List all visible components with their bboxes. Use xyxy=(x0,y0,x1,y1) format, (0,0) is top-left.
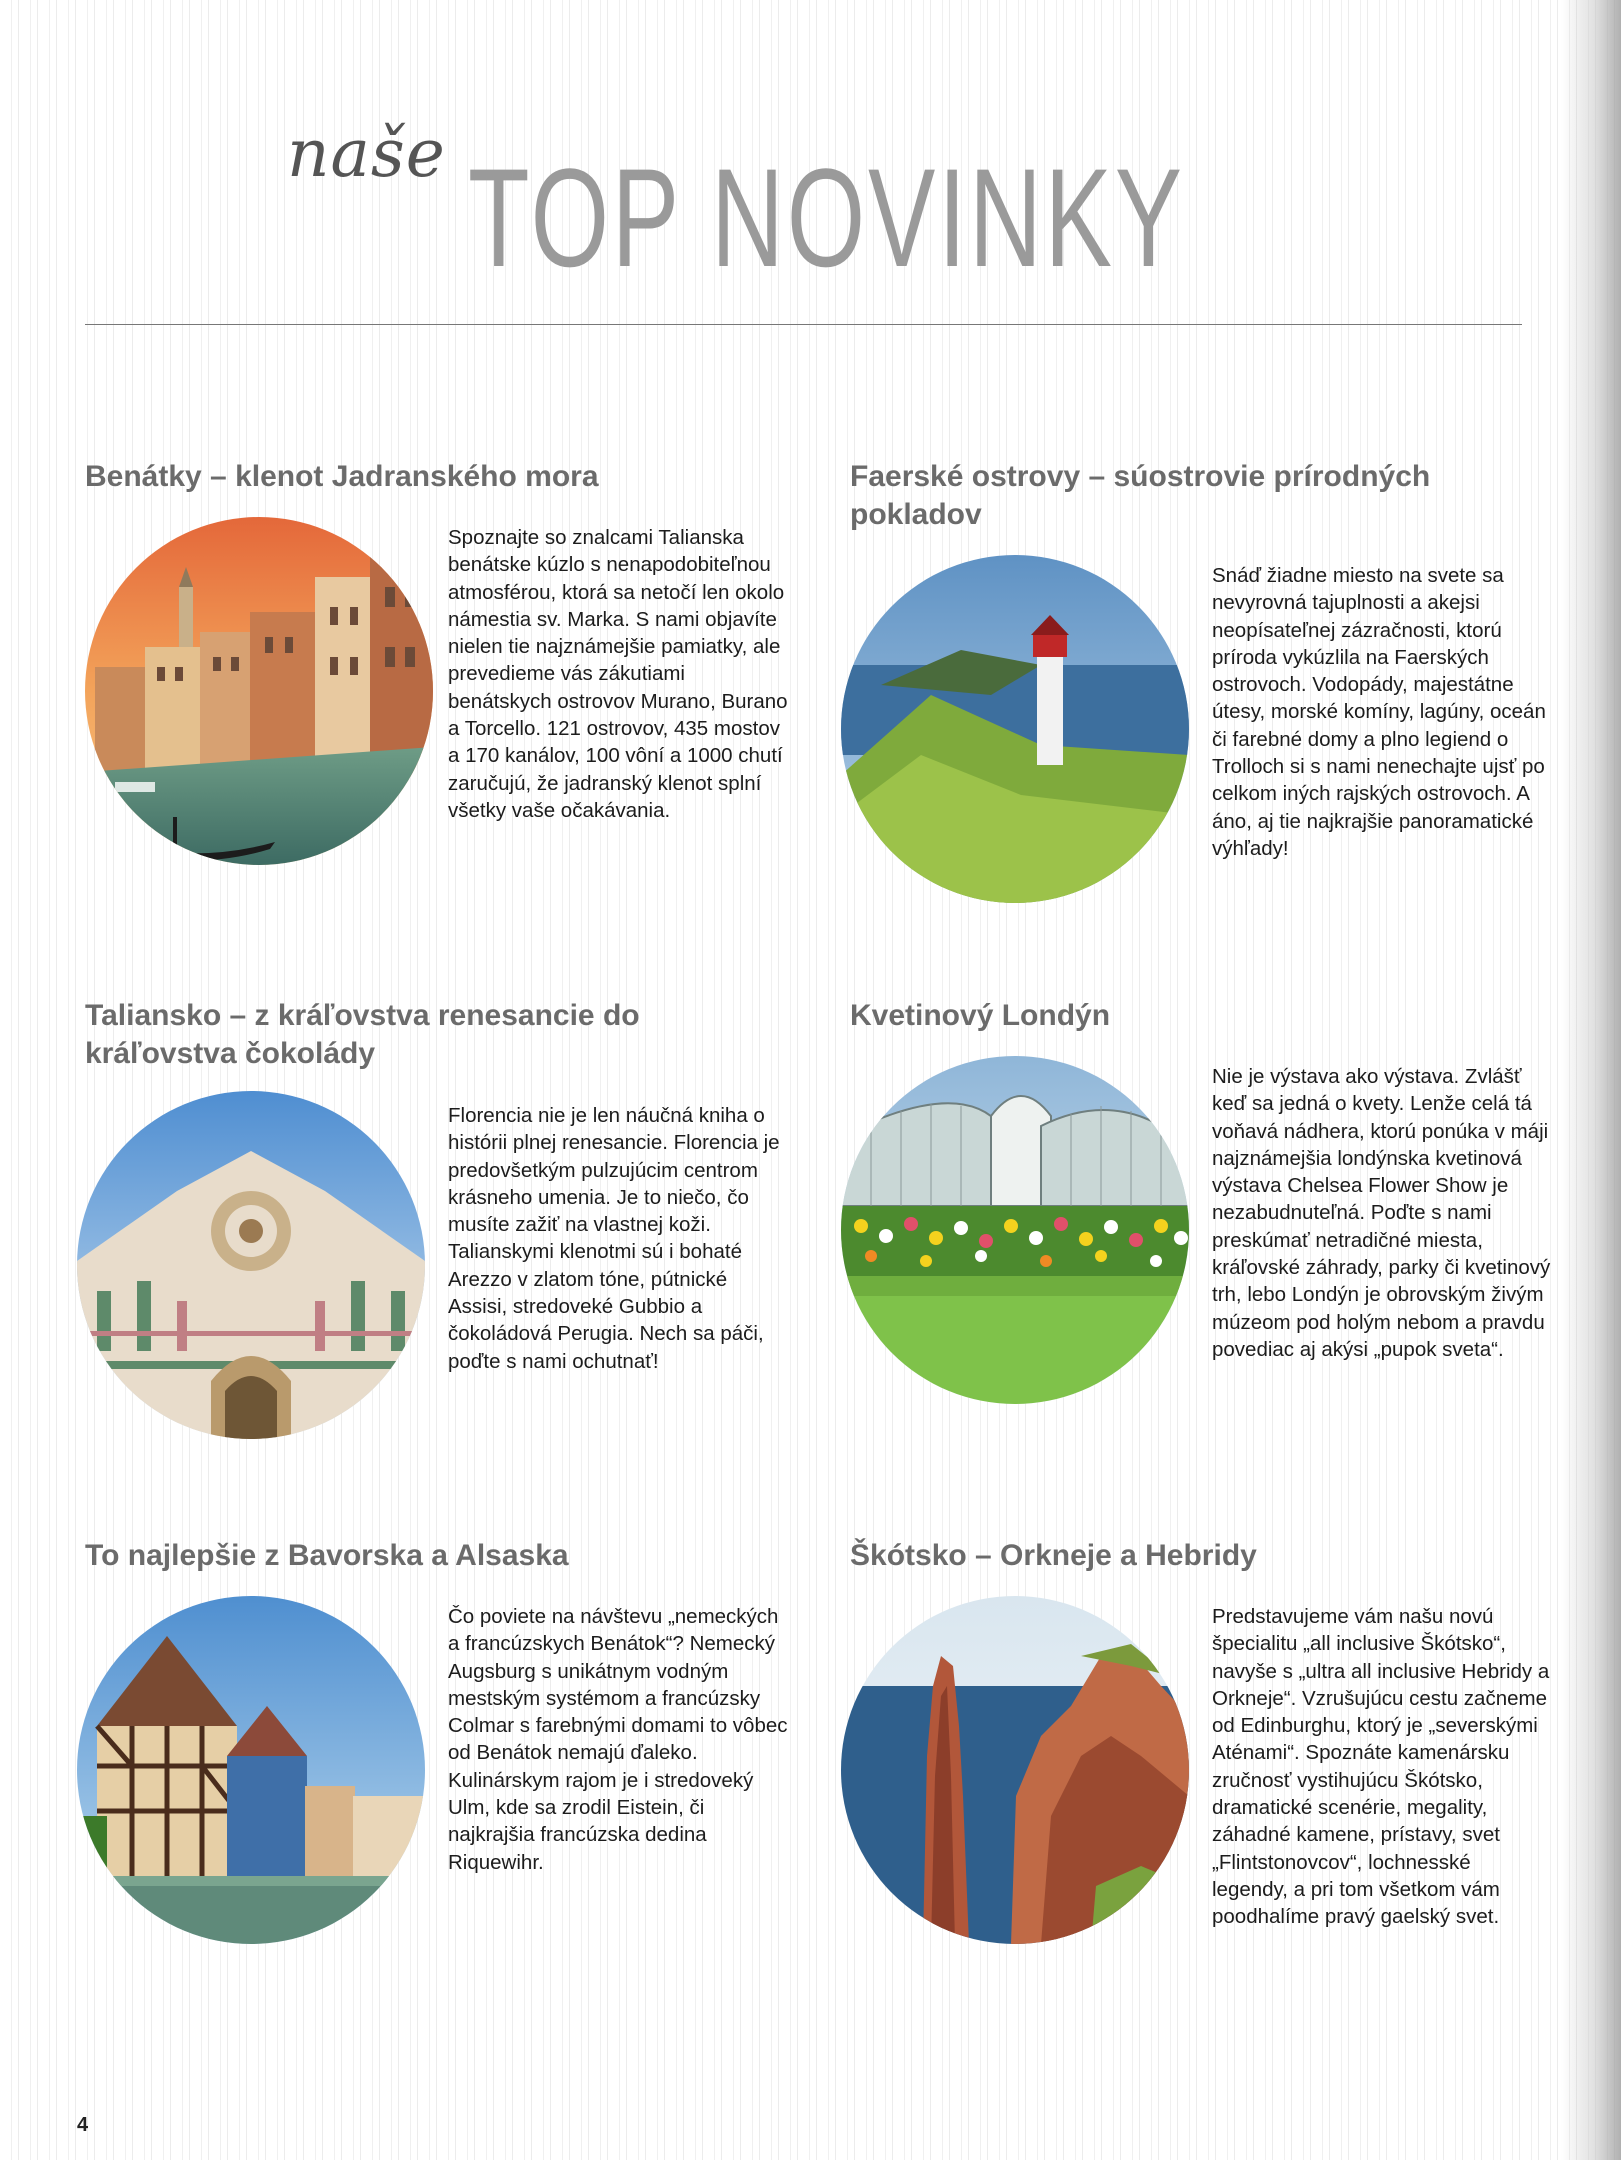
section-text: Nie je výstava ako výstava. Zvlášť keď sa jedná o kvety. Lenže celá tá voňavá nádhera, ktorú ponúka v máji najznámejšia londýnska kvetinová výstava Chelsea Flower Show je nezabudnuteľná. Poďte s nami preskúmať netradičné miesta, kráľovské záhrady, parky či kvetinový trh, lebo Londýn je obrovským živým múzeom pod holým nebom a pravdu povediac aj akýsi „pupok sveta“. xyxy=(1212,1065,1551,1361)
venice-photo xyxy=(85,517,433,865)
section-text: Florencia nie je len náučná kniha o histórii plnej renesancie. Florencia je predovšetkým pulzujúcim centrom krásneho umenia. Je to niečo, čo musíte zažiť na vlastnej koži. Talianskymi klenotmi sú i bohaté Arezzo v zlatom tóne, pútnické Assisi, stredoveké Gubbio a čokoládová Perugia. Nech sa páči, poďte s nami ochutnať! xyxy=(448,1104,780,1373)
page-number: 4 xyxy=(77,2114,89,2136)
florence-cathedral-photo xyxy=(77,1091,425,1439)
section-title: Faerské ostrovy – súostrovie prírodných pokladov xyxy=(850,460,1431,531)
colmar-photo xyxy=(77,1596,425,1944)
section-text: Čo poviete na návštevu „nemeckých a francúzskych Benátok“? Nemecký Augsburg s unikátnym vodným mestským systémom a francúzsky Colmar s farebnými domami to vôbec od Benátok nemajú ďaleko. Kulinárskym rajom je i stredoveký Ulm, kde sa zrodil Eistein, či najkrajšia francúzska dedina Riquewihr. xyxy=(448,1605,788,1874)
scotland-cliffs-photo xyxy=(841,1596,1189,1944)
pre-title: naše xyxy=(287,115,446,192)
london-greenhouse-photo xyxy=(841,1056,1189,1404)
section-title: To najlepšie z Bavorska a Alsaska xyxy=(85,1539,569,1572)
section-text: Spoznajte so znalcami Talianska benátske kúzlo s nenapodobiteľnou atmosférou, ktorá sa netočí len okolo námestia sv. Marka. S nami objavíte nielen tie najznámejšie pamiatky, ale prevedieme vás zákutiami benátskych ostrovov Murano, Burano a Torcello. 121 ostrovov, 435 mostov a 170 kanálov, 100 vôní a 1000 chutí zaručujú, že jadranský klenot splní všetky vaše očakávania. xyxy=(448,526,788,822)
section-scotland xyxy=(850,1537,1590,2007)
section-faroe-islands xyxy=(850,458,1590,928)
section-title: Taliansko – z kráľovstva renesancie do kráľovstva čokolády xyxy=(85,999,640,1070)
section-title: Kvetinový Londýn xyxy=(850,999,1111,1032)
page-title: TOP NOVINKY xyxy=(468,139,1185,296)
section-text: Snáď žiadne miesto na svete sa nevyrovná tajuplnosti a akejsi neopísateľnej zázračnosti, ktorú príroda vykúzlila na Faerských ostrovoch. Vodopády, majestátne útesy, morské komíny, lagúny, oceán či farebné domy a plno legiend o Trolloch si s nami nenechajte ujsť po celkom iných rajských ostrovoch. A áno, aj tie najkrajšie panoramatické výhľady! xyxy=(1212,564,1546,860)
section-text: Predstavujeme vám našu novú špecialitu „all inclusive Škótsko“, navyše s „ultra all inclusive Hebridy a Orkneje“. Vzrušujúcu cestu začneme od Edinburghu, ktorý je „severskými Aténami“. Spoznáte kamenársku zručnosť vystihujúcu Škótsko, dramatické scenérie, megality, záhadné kamene, prístavy, svet „Flintstonovcov“, lochnesské legendy, a pri tom všetkom vám poodhalíme pravý gaelský svet. xyxy=(1212,1605,1550,1929)
faroe-photo xyxy=(841,555,1189,903)
section-title: Benátky – klenot Jadranského mora xyxy=(85,460,599,493)
section-bavaria-alsace xyxy=(85,1537,825,2007)
section-venice xyxy=(85,458,825,928)
title-divider xyxy=(85,324,1522,325)
section-italy xyxy=(85,997,825,1467)
section-london xyxy=(850,997,1590,1467)
section-title: Škótsko – Orkneje a Hebridy xyxy=(850,1539,1257,1572)
